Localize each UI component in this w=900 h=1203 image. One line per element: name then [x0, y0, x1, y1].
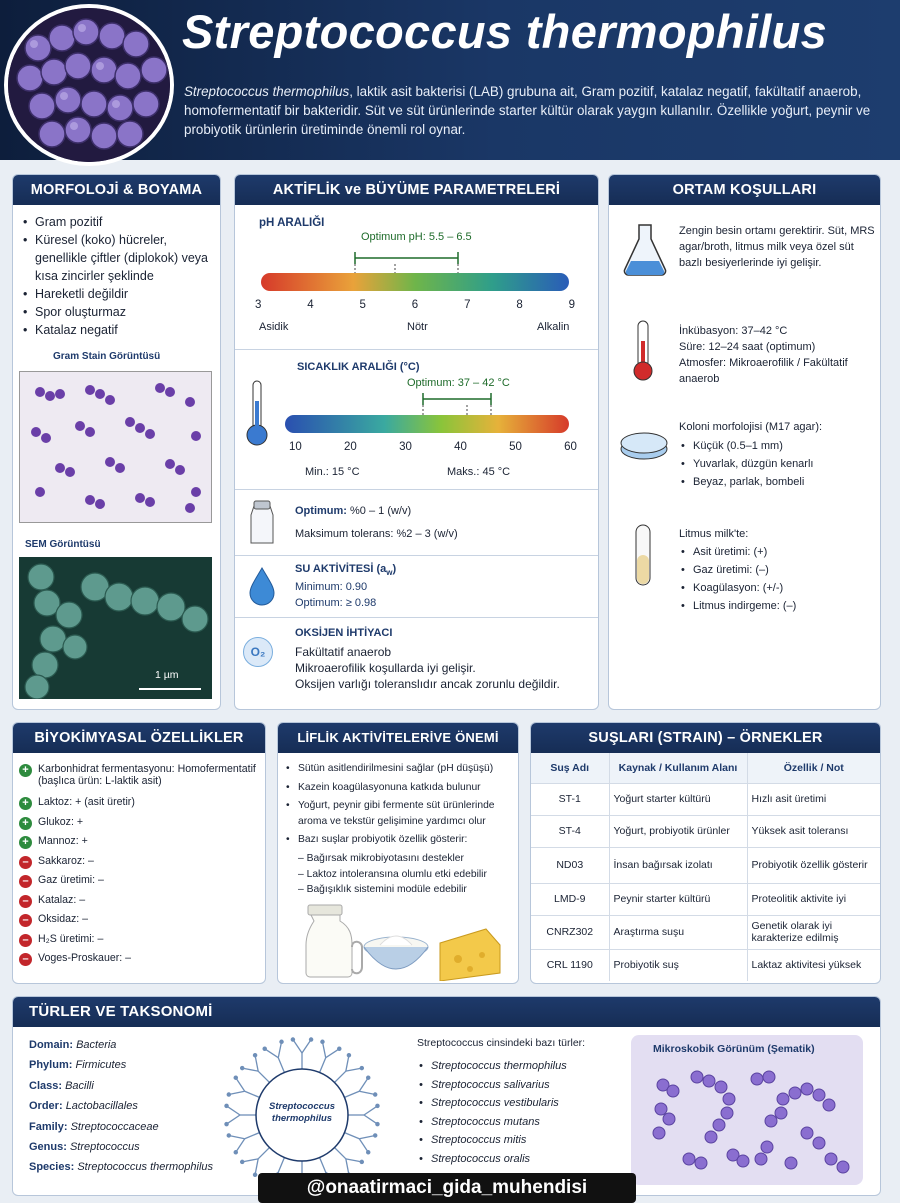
oxygen-title: OKSİJEN İHTİYACI	[295, 627, 393, 639]
colony-text: Koloni morfolojisi (M17 agar): • Küçük (0.5–1 mm) • Yuvarlak, düzgün kenarlı • Beyaz, parlak, bombeli	[679, 419, 875, 491]
minus-icon: –	[19, 953, 32, 966]
fiber-item: • Kazein koagülasyonuna katkıda bulunur	[284, 780, 516, 796]
growth-title: AKTİFLİK ve BÜYÜME PARAMETRELERİ	[235, 175, 598, 205]
morphology-title: MORFOLOJİ & BOYAMA	[13, 175, 220, 205]
ph-ticks	[255, 299, 575, 311]
morph-item: • Spor oluşturmaz	[21, 303, 217, 321]
plus-icon: +	[19, 764, 32, 777]
ph-acidic: Asidik	[259, 321, 289, 333]
plus-icon: +	[19, 836, 32, 849]
species-title: Streptococcus cinsindeki bazı türler:	[417, 1037, 586, 1049]
tree-center-label: Streptococcus thermophilus	[269, 1101, 335, 1124]
bio-item: – Voges-Proskauer: –	[19, 952, 263, 972]
bio-item: – Gaz üretimi: –	[19, 874, 263, 894]
bio-item: + Karbonhidrat fermentasyonu: Homofermentatif (başlıca ürün: L-laktik asit)	[19, 763, 263, 796]
minus-icon: –	[19, 934, 32, 947]
table-row: ST-4 Yoğurt, probiyotik ürünler Yüksek asit toleransı	[531, 815, 880, 847]
oxygen-text: Fakültatif anaerob Mikroaerofilik koşullarda iyi gelişir. Oksijen varlığı toleranslıdır ancak zorunlu değildir.	[295, 645, 560, 691]
table-row: ND03 İnsan bağırsak izolatı Probiyotik özellik gösterir	[531, 847, 880, 883]
minus-icon: –	[19, 895, 32, 908]
rank-row: Order: Lactobacillales	[29, 1100, 138, 1113]
plus-icon: +	[19, 797, 32, 810]
temp-tick: 30	[399, 441, 412, 453]
ph-tick: 5	[359, 299, 366, 311]
strains-title: SUŞLARI (STRAIN) – ÖRNEKLER	[531, 723, 880, 753]
bio-item: + Glukoz: +	[19, 816, 263, 836]
oxygen-icon: O₂	[243, 637, 273, 667]
rank-row: Phylum: Firmicutes	[29, 1059, 127, 1072]
cocci-chains-illustration	[631, 1059, 863, 1185]
salt-shaker-icon	[247, 499, 277, 547]
environment-title: ORTAM KOŞULLARI	[609, 175, 880, 205]
biochemical-title: BİYOKİMYASAL ÖZELLİKLER	[13, 723, 265, 753]
ph-tick: 3	[255, 299, 262, 311]
taxonomy-ranks	[29, 1035, 229, 1178]
colony-item: • Yuvarlak, düzgün kenarlı	[679, 455, 875, 473]
ph-tick: 8	[516, 299, 523, 311]
gram-stain-image	[19, 371, 212, 523]
taxonomy-title: TÜRLER VE TAKSONOMİ	[13, 997, 880, 1027]
morph-item: • Gram pozitif	[21, 213, 217, 231]
temp-tick: 40	[454, 441, 467, 453]
rank-row: Domain: Bacteria	[29, 1039, 117, 1051]
ph-tick: 7	[464, 299, 471, 311]
temp-tick: 20	[344, 441, 357, 453]
temp-tick: 60	[564, 441, 577, 453]
bio-item: – Katalaz: –	[19, 894, 263, 914]
morph-item: • Küresel (koko) hücreler, genellikle çiftler (diplokok) veya kısa zincirler şeklinde	[21, 231, 217, 285]
table-row: LMD-9 Peynir starter kültürü Proteolitik aktivite iyi	[531, 883, 880, 915]
bacteria-microscope-image	[4, 4, 174, 166]
growth-card	[234, 174, 599, 710]
morphology-card	[12, 174, 221, 710]
temp-min: Min.: 15 °C	[305, 466, 360, 478]
temp-optimum: Optimum: 37 – 42 °C	[407, 377, 510, 389]
test-tube-icon	[631, 523, 655, 589]
ph-neutral: Nötr	[407, 321, 428, 333]
morph-item: • Katalaz negatif	[21, 321, 217, 339]
rank-row: Class: Bacilli	[29, 1079, 94, 1092]
schematic-title: Mikroskobik Görünüm (Şematik)	[653, 1043, 815, 1055]
morphology-list	[21, 213, 217, 339]
salt-optimum: Optimum: %0 – 1 (w/v)	[295, 505, 412, 517]
fiber-item: • Bazı suşlar probiyotik özellik gösterir:	[284, 832, 516, 848]
ph-tick: 9	[568, 299, 575, 311]
biochemical-list	[19, 763, 263, 972]
footer-watermark: @onaatirmaci_gida_muhendisi	[258, 1173, 636, 1203]
litmus-item: • Asit üretimi: (+)	[679, 543, 875, 561]
litmus-item: • Koagülasyon: (+/-)	[679, 579, 875, 597]
rank-row: Species: Streptococcus thermophilus	[29, 1161, 214, 1174]
environment-card	[608, 174, 881, 710]
rank-row: Family: Streptococcaceae	[29, 1120, 159, 1133]
ph-title: pH ARALIĞI	[259, 217, 325, 229]
fiber-title: LİFLİK AKTİVİTELERİVE ÖNEMİ	[278, 723, 518, 753]
morph-item: • Hareketli değildir	[21, 285, 217, 303]
fiber-subitem: – Bağırsak mikrobiyotasını destekler	[298, 853, 464, 864]
litmus-text: Litmus milk'te: • Asit üretimi: (+) • Gaz üretimi: (–) • Koagülasyon: (+/-) • Litmus indirgeme: (–)	[679, 525, 875, 615]
bio-item: – Sakkaroz: –	[19, 855, 263, 875]
species-item: • Streptococcus vestibularis	[417, 1094, 627, 1113]
biochemical-card	[12, 722, 266, 984]
species-list	[417, 1057, 627, 1169]
aw-title: SU AKTİVİTESİ $(a_w)$	[295, 563, 397, 578]
fiber-subitem: – Bağışıklık sistemini modüle edebilir	[298, 884, 467, 895]
table-row: ST-1 Yoğurt starter kültürü Hızlı asit üretimi	[531, 783, 880, 815]
sem-image	[19, 557, 212, 699]
fiber-subitem: – Laktoz intoleransına olumlu etki edebilir	[298, 868, 487, 880]
minus-icon: –	[19, 875, 32, 888]
ph-tick: 4	[307, 299, 314, 311]
minus-icon: –	[19, 856, 32, 869]
table-row: CNRZ302 Araştırma suşu Genetik olarak iyi karakterize edilmiş	[531, 915, 880, 949]
strains-table	[531, 753, 880, 981]
petri-dish-icon	[619, 423, 669, 463]
fiber-sublist	[298, 851, 487, 898]
plus-icon: +	[19, 817, 32, 830]
species-item: • Streptococcus mutans	[417, 1113, 627, 1132]
ph-optimum: Optimum pH: 5.5 – 6.5	[361, 231, 472, 243]
water-drop-icon	[247, 565, 277, 607]
strains-header: Suş Adı	[531, 753, 609, 783]
temp-scale	[235, 351, 599, 481]
strains-header: Özellik / Not	[747, 753, 880, 783]
bio-item: – Oksidaz: –	[19, 913, 263, 933]
colony-item: • Beyaz, parlak, bombeli	[679, 473, 875, 491]
thermometer-icon	[631, 319, 655, 383]
ph-alkaline: Alkalin	[537, 321, 570, 333]
aw-min: Minimum: 0.90	[295, 581, 368, 593]
taxonomy-card	[12, 996, 881, 1196]
fiber-list	[284, 761, 516, 848]
colony-item: • Küçük (0.5–1 mm)	[679, 437, 875, 455]
incubation-text: İnkübasyon: 37–42 °C Süre: 12–24 saat (optimum) Atmosfer: Mikroaerofilik / Fakültatif anaerob	[679, 325, 848, 385]
scale-bar-label: 1 µm	[155, 669, 179, 681]
fiber-item: • Yoğurt, peynir gibi fermente süt ürünlerinde aroma ve tekstür gelişimine yardımcı olur	[284, 798, 516, 829]
medium-text: Zengin besin ortamı gerektirir. Süt, MRS agar/broth, litmus milk veya özel süt bazlı besiyerlerinde iyi gelişir.	[679, 225, 875, 269]
species-item: • Streptococcus oralis	[417, 1150, 627, 1169]
strains-header: Kaynak / Kullanım Alanı	[609, 753, 747, 783]
species-item: • Streptococcus salivarius	[417, 1076, 627, 1095]
temp-ticks	[289, 441, 577, 453]
temp-tick: 50	[509, 441, 522, 453]
table-row: CRL 1190 Probiyotik suş Laktaz aktivitesi yüksek	[531, 949, 880, 981]
page-title: Streptococcus thermophilus	[182, 5, 828, 58]
bio-item: – H₂S üretimi: –	[19, 933, 263, 953]
fiber-card	[277, 722, 519, 984]
bio-item: + Laktoz: + (asit üretir)	[19, 796, 263, 816]
fiber-item: • Sütün asitlendirilmesini sağlar (pH düşüşü)	[284, 761, 516, 777]
sem-label: SEM Görüntüsü	[25, 539, 101, 550]
gram-stain-label: Gram Stain Görüntüsü	[53, 351, 161, 362]
temp-title: SICAKLIK ARALIĞI (°C)	[297, 361, 420, 373]
intro-text: Streptococcus thermophilus, laktik asit bakterisi (LAB) grubuna ait, Gram pozitif, katalaz negatif, fakültatif anaerob, homofermentatif bir bakteridir. Süt ve süt ürünlerinde starter kültür olarak yaygın kullanılır. Özellikle yoğurt, peynir ve probiyotik ürünlerin üretiminde önemli rol oynar.	[184, 84, 871, 137]
litmus-item: • Gaz üretimi: (–)	[679, 561, 875, 579]
schematic-microscope-panel	[631, 1035, 863, 1185]
temp-max: Maks.: 45 °C	[447, 466, 511, 478]
bio-item: + Mannoz: +	[19, 835, 263, 855]
rank-row: Genus: Streptococcus	[29, 1141, 140, 1154]
strains-card	[530, 722, 881, 984]
temp-tick: 10	[289, 441, 302, 453]
species-item: • Streptococcus thermophilus	[417, 1057, 627, 1076]
ph-tick: 6	[411, 299, 419, 311]
salt-max: Maksimum tolerans: %2 – 3 (w/v)	[295, 528, 458, 540]
species-item: • Streptococcus mitis	[417, 1131, 627, 1150]
litmus-item: • Litmus indirgeme: (–)	[679, 597, 875, 615]
flask-icon	[623, 221, 667, 277]
aw-opt: Optimum: ≥ 0.98	[295, 597, 377, 609]
dairy-products-illustration	[300, 899, 510, 981]
minus-icon: –	[19, 914, 32, 927]
